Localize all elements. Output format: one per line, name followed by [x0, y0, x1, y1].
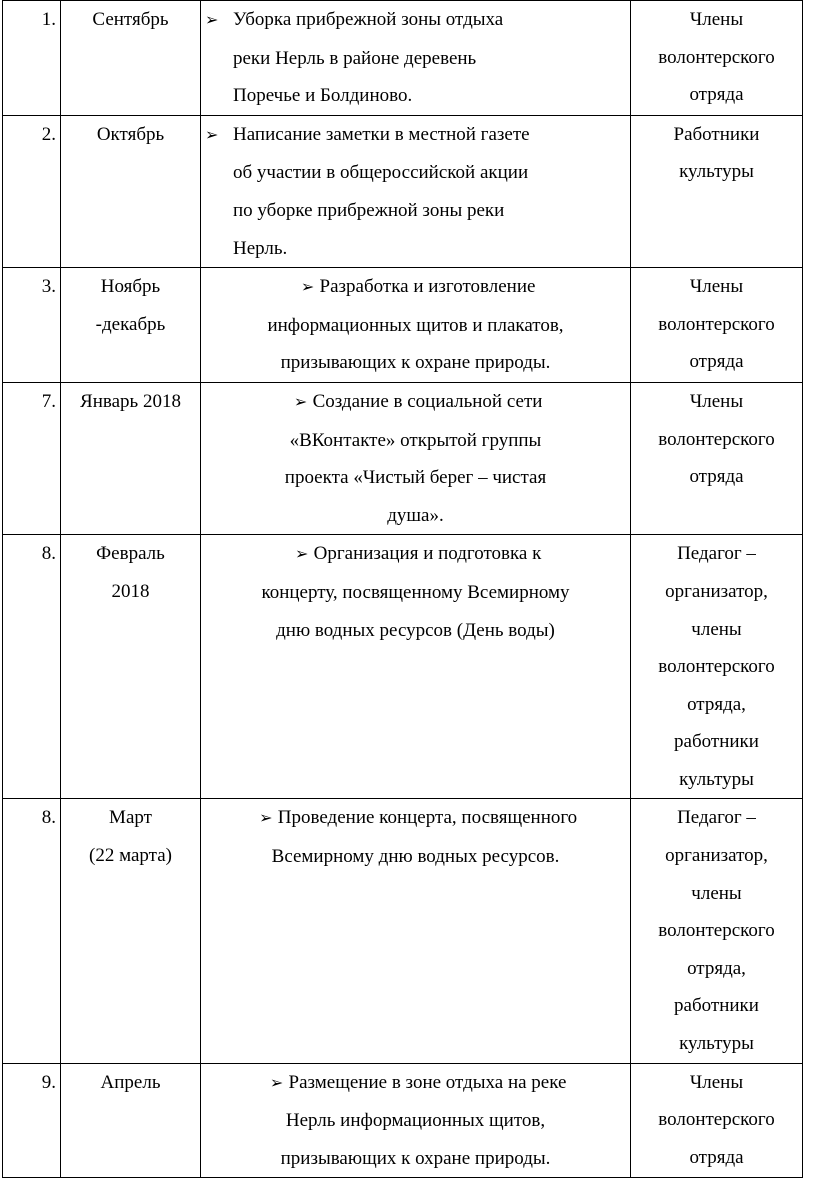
date-cell	[61, 382, 201, 534]
arrowhead-bullet-icon: ➢	[205, 126, 219, 144]
responsible-line: члены	[691, 618, 742, 640]
activity-text: об участии в общероссийской акции	[233, 162, 529, 184]
activity-line	[205, 1102, 626, 1140]
responsible-line: волонтерского	[658, 920, 775, 942]
date-line: Ноябрь	[100, 276, 161, 298]
responsible-line: волонтерского	[658, 656, 775, 678]
activity-text: призывающих к охране природы.	[280, 352, 551, 374]
activity-line	[205, 1064, 626, 1103]
activity-line	[205, 574, 626, 612]
activity-line	[205, 192, 626, 230]
responsible-cell	[631, 1063, 803, 1178]
activity-text: по уборке прибрежной зоны реки	[233, 199, 505, 221]
date-cell	[61, 115, 201, 267]
activity-text: информационных щитов и плакатов,	[267, 314, 564, 336]
arrowhead-bullet-icon: ➢	[259, 810, 273, 828]
responsible-line: культуры	[679, 1033, 754, 1055]
activity-line	[205, 459, 626, 497]
date-line: Март	[109, 807, 152, 829]
table-row	[3, 535, 803, 799]
responsible-line: Работники	[673, 123, 760, 145]
arrowhead-bullet-icon: ➢	[300, 279, 315, 297]
row-number: 1.	[3, 1, 61, 116]
activity-text: Всемирному дню водных ресурсов.	[271, 846, 560, 868]
date-line: Январь 2018	[80, 390, 181, 412]
activity-line	[205, 799, 626, 838]
responsible-line: Педагог –	[677, 807, 756, 829]
responsible-line: культуры	[679, 161, 754, 183]
activity-line	[205, 116, 626, 155]
activity-line	[205, 838, 626, 876]
responsible-line: организатор,	[665, 845, 768, 867]
activity-text: Организация и подготовка к	[313, 543, 542, 565]
row-number: 7.	[3, 382, 61, 534]
table-row	[3, 1, 803, 116]
activity-text: Создание в социальной сети	[312, 390, 543, 412]
responsible-line: отряда	[689, 84, 744, 106]
table-row	[3, 799, 803, 1063]
arrowhead-bullet-icon: ➢	[205, 12, 219, 29]
activity-cell	[201, 1063, 631, 1178]
activity-cell	[201, 799, 631, 1063]
activity-line	[205, 230, 626, 268]
activity-line	[205, 612, 626, 650]
responsible-line: Педагог –	[677, 543, 756, 565]
date-line: Апрель	[100, 1071, 161, 1093]
responsible-line: работники	[674, 995, 759, 1017]
date-line: Сентябрь	[92, 9, 169, 30]
responsible-line: Члены	[689, 9, 744, 30]
arrowhead-bullet-icon: ➢	[294, 546, 309, 564]
activity-text: дню водных ресурсов (День воды)	[276, 619, 555, 641]
row-number: 8.	[3, 535, 61, 799]
activity-cell	[201, 1, 631, 116]
responsible-line: отряда,	[687, 693, 746, 715]
activity-cell	[201, 535, 631, 799]
activity-line	[205, 77, 626, 115]
row-number: 2.	[3, 115, 61, 267]
activity-text: Размещение в зоне отдыха на реке	[288, 1071, 567, 1093]
activity-text: Разработка и изготовление	[319, 276, 536, 298]
responsible-line: отряда,	[687, 957, 746, 979]
row-number: 8.	[3, 799, 61, 1063]
date-cell	[61, 268, 201, 383]
activity-cell	[201, 382, 631, 534]
table-row	[3, 1063, 803, 1178]
responsible-cell	[631, 268, 803, 383]
activity-line	[205, 268, 626, 307]
activity-line	[205, 344, 626, 382]
activity-line	[205, 497, 626, 535]
activity-text: реки Нерль в районе деревень	[233, 47, 477, 69]
activity-cell	[201, 115, 631, 267]
table-row	[3, 115, 803, 267]
activity-text: Нерль.	[233, 237, 288, 259]
responsible-line: отряда	[689, 466, 744, 488]
responsible-cell	[631, 1, 803, 116]
arrowhead-bullet-icon: ➢	[269, 1074, 284, 1092]
activity-text: Нерль информационных щитов,	[285, 1110, 546, 1132]
responsible-line: волонтерского	[658, 1109, 775, 1131]
responsible-line: отряда	[689, 1146, 744, 1168]
responsible-line: Члены	[689, 390, 744, 412]
responsible-line: культуры	[679, 768, 754, 790]
activity-text: Проведение концерта, посвященного	[277, 807, 578, 829]
table-row	[3, 268, 803, 383]
date-cell	[61, 799, 201, 1063]
date-cell	[61, 535, 201, 799]
responsible-cell	[631, 799, 803, 1063]
activity-line	[205, 422, 626, 460]
responsible-cell	[631, 115, 803, 267]
responsible-line: волонтерского	[658, 46, 775, 68]
activity-text: Поречье и Болдиново.	[233, 85, 413, 107]
activity-text: душа».	[387, 504, 444, 526]
responsible-cell	[631, 382, 803, 534]
activity-line	[205, 307, 626, 345]
responsible-cell	[631, 535, 803, 799]
activity-text: призывающих к охране природы.	[280, 1147, 551, 1169]
responsible-line: волонтерского	[658, 428, 775, 450]
date-line: 2018	[111, 580, 150, 602]
date-line: Октябрь	[96, 123, 165, 145]
activity-line	[205, 1140, 626, 1178]
row-number: 3.	[3, 268, 61, 383]
responsible-line: отряда	[689, 351, 744, 373]
row-number: 9.	[3, 1063, 61, 1178]
activity-line	[205, 1, 626, 40]
responsible-line: волонтерского	[658, 313, 775, 335]
arrowhead-bullet-icon: ➢	[293, 393, 308, 411]
activity-line	[205, 154, 626, 192]
activity-line	[205, 535, 626, 574]
table-row	[3, 382, 803, 534]
activity-line	[205, 383, 626, 422]
responsible-line: Члены	[689, 276, 744, 298]
activity-text: Написание заметки в местной газете	[233, 123, 530, 145]
responsible-line: члены	[691, 882, 742, 904]
activity-text: концерту, посвященному Всемирному	[261, 581, 570, 603]
activity-text: проекта «Чистый берег – чистая	[284, 467, 547, 489]
activity-cell	[201, 268, 631, 383]
plan-table	[2, 0, 803, 1178]
date-line: (22 марта)	[89, 845, 172, 867]
responsible-line: организатор,	[665, 580, 768, 602]
date-cell	[61, 1, 201, 116]
date-cell	[61, 1063, 201, 1178]
activity-text: «ВКонтакте» открытой группы	[289, 429, 542, 451]
responsible-line: работники	[674, 731, 759, 753]
activity-text: Уборка прибрежной зоны отдыха	[233, 9, 504, 30]
responsible-line: Члены	[689, 1071, 744, 1093]
date-line: Февраль	[96, 543, 165, 565]
plan-table-body	[3, 1, 803, 1178]
date-line: -декабрь	[95, 313, 166, 335]
activity-line	[205, 40, 626, 78]
